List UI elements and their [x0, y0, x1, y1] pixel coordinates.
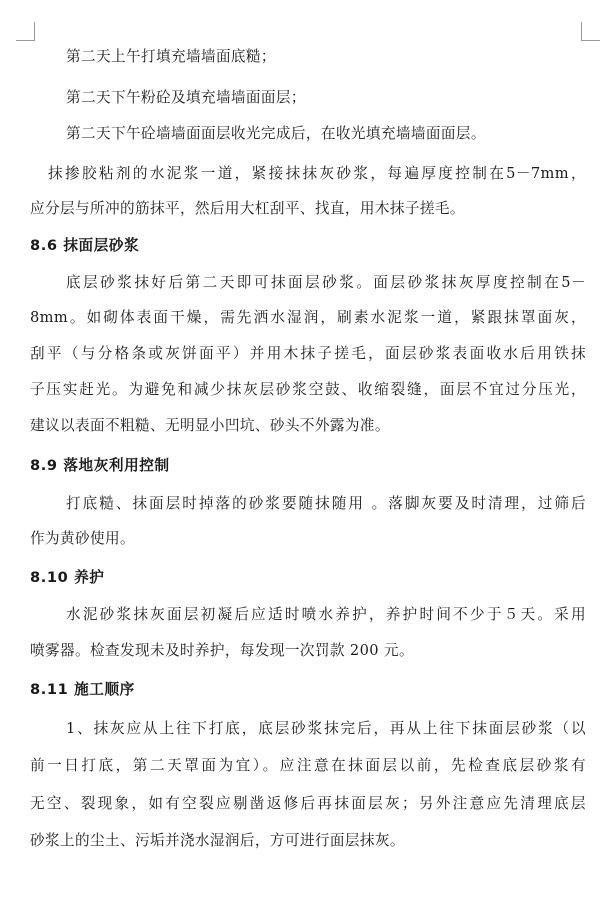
paragraph-line: 砂浆上的尘土、污垢并浇水湿润后，方可进行面层抹灰。 [30, 832, 405, 849]
paragraph-line: 第二天上午打填充墙墙面底糙； [66, 48, 276, 65]
paragraph-line: 前一日打底，第二天罩面为宜）。应注意在抹面层以前，先检查底层砂浆有 [30, 757, 586, 774]
paragraph-line: 8mm。如砌体表面干燥，需先洒水湿润，刷素水泥浆一道，紧跟抹罩面灰， [30, 309, 586, 326]
paragraph-line: 第二天下午砼墙墙面面层收光完成后，在收光填充墙墙面面层。 [66, 125, 486, 142]
paragraph-line: 子压实赶光。为避免和减少抹灰层砂浆空鼓、收缩裂缝，面层不宜过分压光， [30, 381, 586, 398]
paragraph-line: 喷雾器。检查发现未及时养护，每发现一次罚款 200 元。 [30, 642, 414, 659]
paragraph-line: 应分层与所冲的筋抹平，然后用大杠刮平、找直，用木抹子搓毛。 [30, 200, 465, 217]
paragraph-line: 底层砂浆抹好后第二天即可抹面层砂浆。面层砂浆抹灰厚度控制在5－ [66, 274, 586, 291]
paragraph-line: 打底糙、抹面层时掉落的砂浆要随抹随用 。落脚灰要及时清理，过筛后 [66, 495, 586, 512]
page-corner-mark-top-right [581, 22, 600, 41]
section-heading-8-11: 8.11 施工顺序 [30, 681, 135, 698]
paragraph-line: 建议以表面不粗糙、无明显小凹坑、砂头不外露为准。 [30, 417, 390, 434]
paragraph-line: 作为黄砂使用。 [30, 530, 135, 547]
section-heading-8-9: 8.9 落地灰利用控制 [30, 457, 170, 474]
paragraph-line: 第二天下午粉砼及填充墙墙面面层； [66, 89, 306, 106]
paragraph-line: 无空、裂现象，如有空裂应剔凿返修后再抹面层灰；另外注意应先清理底层 [30, 795, 586, 812]
paragraph-line: 刮平（与分格条或灰饼面平）并用木抹子搓毛，面层砂浆表面收水后用铁抹 [30, 345, 586, 362]
paragraph-line: 抹掺胶粘剂的水泥浆一道，紧接抹抹灰砂浆，每遍厚度控制在5－7mm， [48, 165, 586, 182]
paragraph-line: 1、抹灰应从上往下打底，底层砂浆抹完后，再从上往下抹面层砂浆（以 [66, 720, 586, 737]
page-corner-mark-top-left [16, 22, 35, 41]
section-heading-8-6: 8.6 抹面层砂浆 [30, 237, 140, 254]
paragraph-line: 水泥砂浆抹灰面层初凝后应适时喷水养护，养护时间不少于５天。采用 [66, 606, 586, 623]
section-heading-8-10: 8.10 养护 [30, 569, 105, 586]
